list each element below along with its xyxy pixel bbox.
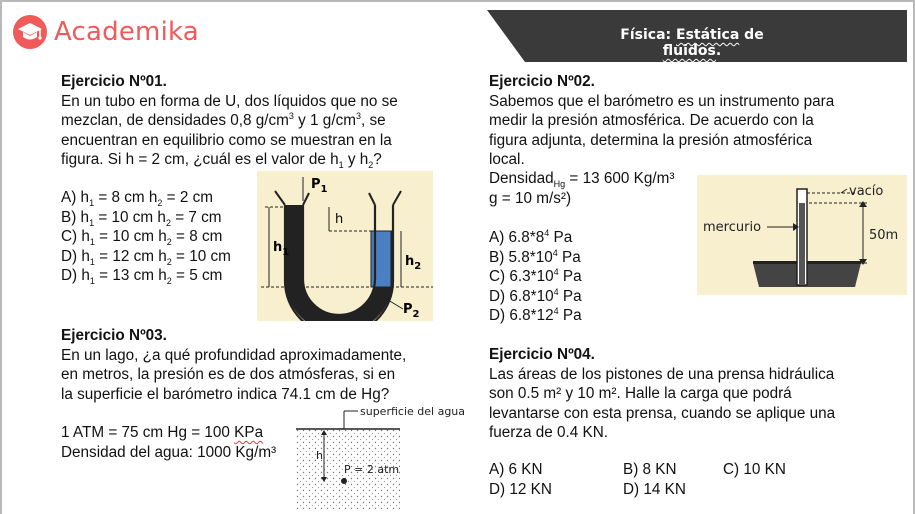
graduation-cap-icon: [12, 14, 48, 50]
label-superficie: superficie del agua: [360, 405, 466, 418]
exercise-1-title: Ejercicio Nº01.: [61, 73, 167, 90]
exercise-2-title: Ejercicio Nº02.: [489, 73, 595, 90]
slide-border-left: [0, 0, 2, 514]
label-h2: $h_2$: [405, 254, 422, 272]
option[interactable]: C) $6.3*10^4$ Pa: [489, 266, 582, 285]
u-tube-figure: [257, 171, 433, 321]
exercise-4-options: [489, 460, 859, 500]
label-altura: 50m: [869, 228, 899, 243]
brand-logo: [12, 12, 199, 52]
option[interactable]: A) 6 KN: [489, 461, 543, 478]
label-profundidad-h: h: [316, 449, 323, 462]
label-presion: P = 2 atm: [344, 463, 400, 476]
label-h: h: [335, 212, 344, 227]
lake-figure: [296, 405, 466, 509]
topic-title: Física: Estática de fluidos.: [620, 27, 764, 59]
label-mercurio: mercurio: [703, 220, 762, 235]
exercise-3-title: Ejercicio Nº03.: [61, 327, 167, 344]
option[interactable]: A) $6.8*8^4$ Pa: [489, 227, 573, 246]
label-p2: $P_2$: [403, 302, 420, 320]
exercise-2-data: Densidad$_{Hg}$ = 13 600 Kg/m³ g = 10 m/s²): [489, 170, 675, 207]
option[interactable]: C) $h_1 = 10$ cm $h_2 = 8$ cm: [61, 228, 223, 248]
option[interactable]: D) 12 KN: [489, 481, 552, 498]
exercise-4-title: Ejercicio Nº04.: [489, 346, 595, 363]
label-p1: $P_1$: [311, 177, 328, 195]
option[interactable]: D) $6.8*12^4$ Pa: [489, 305, 582, 324]
option[interactable]: A) $h_1 = 8$ cm $h_2 = 2$ cm: [61, 189, 214, 209]
exercise-2-statement: Ejercicio Nº02. Sabemos que el barómetro es un instrumento para medir la presión atmosférica. De acuerdo con la figura adjunta, determina la presión atmosférica local.: [489, 72, 857, 170]
barometer-figure: [697, 175, 907, 295]
option[interactable]: B) $5.8*10^4$ Pa: [489, 247, 581, 266]
option[interactable]: D) $h_1 = 13$ cm $h_2 = 5$ cm: [61, 267, 223, 287]
option[interactable]: C) 10 KN: [723, 461, 786, 478]
label-h1: $h_1$: [273, 240, 290, 258]
option[interactable]: D) 14 KN: [623, 481, 686, 498]
slide-border-top: [0, 0, 915, 2]
exercise-4-statement: Ejercicio Nº04. Las áreas de los pistones de una prensa hidráulica son 0.5 m² y 10 m². Halle la carga que podrá levantarse con esta prensa, cuando se aplique una fuerza de 0.4 KN.: [489, 345, 857, 443]
brand-name: Academika: [54, 17, 199, 47]
option[interactable]: D) $6.8*10^4$ Pa: [489, 286, 582, 305]
label-vacio: vacío: [849, 184, 884, 199]
exercise-3-data: 1 ATM = 75 cm Hg = 100 KPa Densidad del agua: 1000 Kg/m³: [61, 424, 277, 461]
option[interactable]: B) 8 KN: [623, 461, 677, 478]
option[interactable]: B) $h_1 = 10$ cm $h_2 = 7$ cm: [61, 208, 222, 228]
option[interactable]: D) $h_1 = 12$ cm $h_2 = 10$ cm: [61, 247, 231, 267]
exercise-3-statement: Ejercicio Nº03. En un lago, ¿a qué profundidad aproximadamente, en metros, la presión es de dos atmósferas, si en la superficie el barómetro indica 74.1 cm de Hg?: [61, 326, 429, 404]
exercise-2-options: [489, 228, 582, 326]
exercise-1-statement: Ejercicio Nº01. En un tubo en forma de U, dos líquidos que no se mezclan, de densidades 0,8 $g/cm^3$ y 1 $g/cm^3$, se encuentran en equilibrio como se muestran en la figura. Si h = 2 cm, ¿cuál es el valor de $h_1$ y $h_2$?: [61, 72, 429, 170]
exercise-1-options: [61, 188, 231, 286]
